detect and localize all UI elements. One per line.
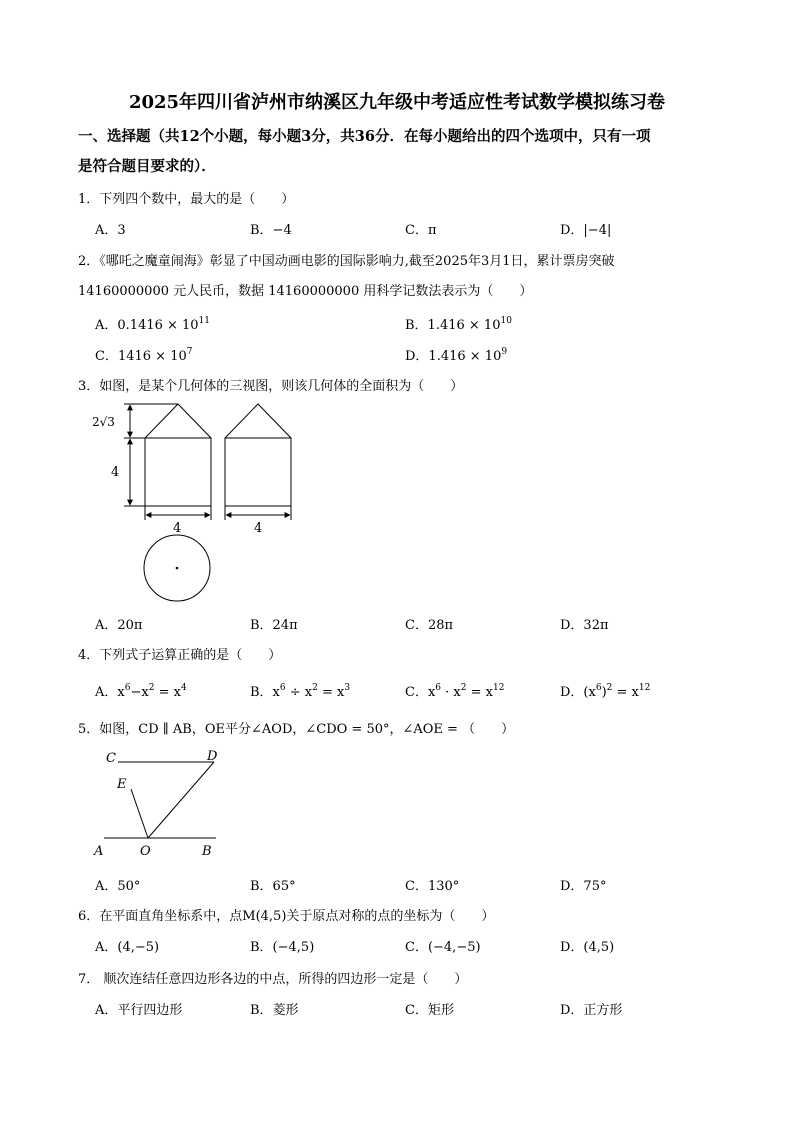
- q1-option-d: D．|−4|: [560, 223, 612, 238]
- q2-option-c: C．$1416 \times 10^7$: [95, 347, 193, 364]
- q4-option-b: B．$x^6 \div x^2 = x^3$: [250, 683, 351, 700]
- segment-oe: [131, 789, 148, 838]
- q2-option-a: A．$0.1416 \times 10^{11}$: [95, 316, 211, 333]
- q3-option-a: A．20π: [95, 618, 143, 633]
- q7-stem: 7． 顺次连结任意四边形各边的中点，所得的四边形一定是（ ）: [78, 972, 468, 987]
- dim-label-height: 4: [111, 465, 120, 480]
- page-title: 2025年四川省泸州市纳溪区九年级中考适应性考试数学模拟练习卷: [128, 92, 666, 113]
- q7-option-b: B．菱形: [250, 1003, 299, 1018]
- q6-stem: 6．在平面直角坐标系中，点M(4,5)关于原点对称的点的坐标为（ ）: [78, 909, 495, 924]
- q4-option-c: C．$x^6 \cdot x^2 = x^{12}$: [405, 683, 505, 700]
- dim-label-side-width: 4: [254, 521, 263, 536]
- q2-stem-line2: 14160000000 元人民币，数据 14160000000 用科学记数法表示为（ ）: [78, 284, 533, 299]
- q1-option-c: C．π: [405, 223, 437, 238]
- parallel-lines-figure: [88, 742, 228, 862]
- point-label-b: B: [202, 844, 212, 859]
- q4-stem: 4．下列式子运算正确的是（ ）: [78, 648, 282, 663]
- q4-option-d: D．$(x^6)^2 = x^{12}$: [560, 683, 651, 700]
- side-view: [225, 404, 291, 506]
- width-dimension: [145, 506, 291, 520]
- segment-od: [148, 762, 214, 838]
- dim-label-2sqrt3: 2√3: [92, 415, 115, 429]
- point-label-d: D: [207, 749, 218, 764]
- q5-option-d: D．75°: [560, 879, 607, 894]
- q6-option-b: B．(−4,5): [250, 940, 315, 955]
- top-view-center: [176, 567, 179, 570]
- q2-stem-line1: 2．《哪吒之魔童闹海》彰显了中国动画电影的国际影响力,截至2025年3月1日，累计票房突破: [78, 254, 615, 269]
- q3-stem: 3．如图，是某个几何体的三视图，则该几何体的全面积为（ ）: [78, 379, 464, 394]
- q6-option-d: D．(4,5): [560, 940, 615, 955]
- q1-stem: 1．下列四个数中，最大的是（ ）: [78, 192, 295, 207]
- q3-option-b: B．24π: [250, 618, 298, 633]
- front-view: [145, 404, 211, 506]
- q1-option-a: A．3: [95, 223, 126, 238]
- q7-option-d: D．正方形: [560, 1003, 623, 1018]
- point-label-c: C: [106, 751, 116, 766]
- q1-option-b: B．−4: [250, 223, 292, 238]
- q3-option-c: C．28π: [405, 618, 454, 633]
- q6-option-c: C．(−4,−5): [405, 940, 481, 955]
- q5-option-a: A．50°: [95, 879, 141, 894]
- section-heading-line1: 一、选择题（共12个小题，每小题3分，共36分．在每小题给出的四个选项中，只有一项: [78, 128, 651, 145]
- q6-option-a: A．(4,−5): [95, 940, 160, 955]
- q7-option-c: C．矩形: [405, 1003, 454, 1018]
- q5-option-c: C．130°: [405, 879, 460, 894]
- q5-option-b: B．65°: [250, 879, 296, 894]
- q2-option-b: B．$1.416 \times 10^{10}$: [405, 316, 512, 333]
- dim-label-front-width: 4: [173, 521, 182, 536]
- point-label-a: A: [94, 844, 104, 859]
- point-label-e: E: [117, 777, 127, 792]
- three-view-figure: [80, 395, 310, 605]
- section-heading-line2: 是符合题目要求的）．: [78, 158, 216, 175]
- q3-option-d: D．32π: [560, 618, 609, 633]
- q4-option-a: A．$x^6-x^2 = x^4$: [95, 683, 187, 700]
- q2-option-d: D．$1.416 \times 10^9$: [405, 347, 508, 364]
- height-dimension: [124, 404, 178, 506]
- point-label-o: O: [140, 844, 151, 859]
- q7-option-a: A．平行四边形: [95, 1003, 183, 1018]
- q5-stem: 5．如图，CD ∥ AB，OE平分∠AOD，∠CDO = 50°，∠AOE = （ ）: [78, 722, 515, 737]
